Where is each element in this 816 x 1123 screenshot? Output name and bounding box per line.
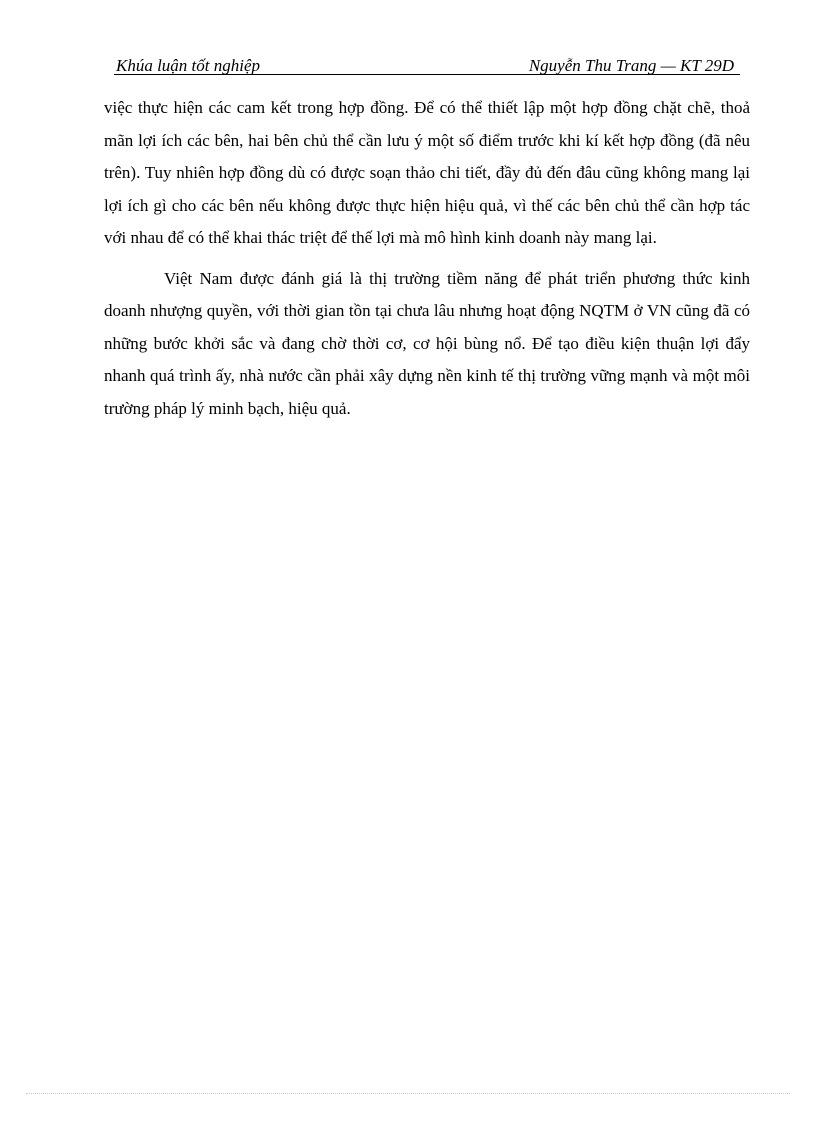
page-header: [114, 54, 740, 75]
paragraph-conclusion: Việt Nam được đánh giá là thị trường tiềm năng để phát triển phương thức kinh doanh nhượng quyền, với thời gian tồn tại chưa lâu nhưng hoạt động NQTM ở VN cũng đã có những bước khởi sắc và đang chờ thời cơ, cơ hội bùng nổ. Để tạo điều kiện thuận lợi đẩy nhanh quá trình ấy, nhà nước cần phải xây dựng nền kinh tế thị trường vững mạnh và một môi trường pháp lý minh bạch, hiệu quả.: [104, 268, 750, 418]
header-thesis-title: Khúa luận tốt nghiệp: [116, 56, 261, 75]
body-text: [104, 92, 750, 433]
header-author: Nguyễn Thu Trang — KT 29D: [528, 56, 734, 75]
page-bottom-border: [26, 1093, 790, 1094]
paragraph-continuation: việc thực hiện các cam kết trong hợp đồng. Để có thể thiết lập một hợp đồng chặt chẽ, thoả mãn lợi ích các bên, hai bên chủ thể cần lưu ý một số điểm trước khi kí kết hợp đồng (đã nêu trên). Tuy nhiên hợp đồng dù có được soạn thảo chi tiết, đầy đủ đến đâu cũng không mang lại lợi ích gì cho các bên nếu không được thực hiện hiệu quả, vì thế các bên chủ thể cần hợp tác với nhau để có thể khai thác triệt để thế lợi mà mô hình kinh doanh này mang lại.: [104, 98, 750, 247]
